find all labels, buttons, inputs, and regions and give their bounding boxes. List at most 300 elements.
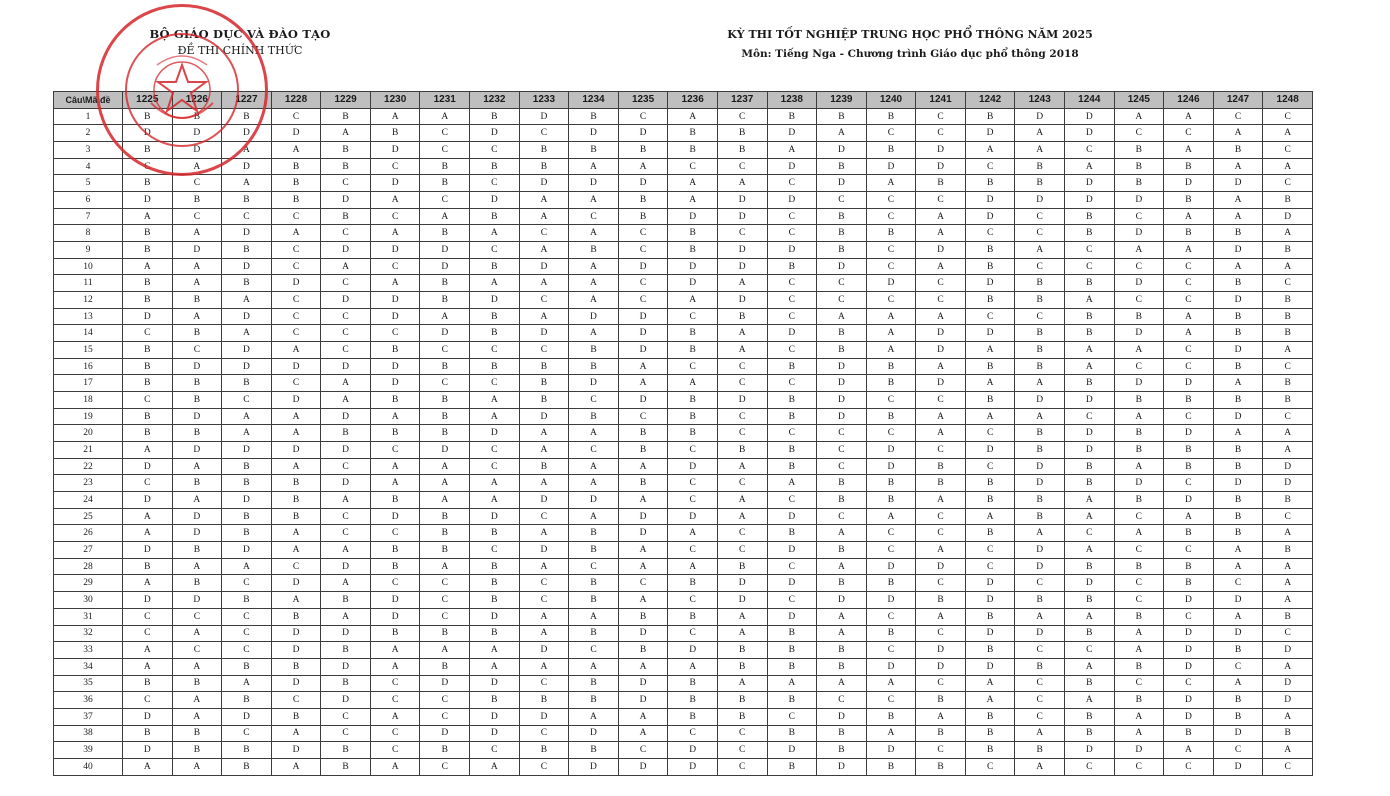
- answer-cell: A: [420, 558, 470, 575]
- table-row: [54, 542, 1313, 559]
- answer-cell: A: [519, 475, 569, 492]
- answer-cell: B: [1213, 225, 1263, 242]
- answer-cell: B: [817, 158, 867, 175]
- answer-cell: B: [817, 642, 867, 659]
- answer-cell: C: [271, 292, 321, 309]
- answer-cell: D: [470, 725, 520, 742]
- answer-cell: B: [172, 375, 222, 392]
- answer-cell: D: [866, 658, 916, 675]
- answer-cell: D: [1213, 292, 1263, 309]
- answer-cell: B: [420, 525, 470, 542]
- answer-cell: A: [916, 258, 966, 275]
- answer-cell: C: [1114, 675, 1164, 692]
- answer-cell: C: [123, 692, 173, 709]
- answer-cell: B: [668, 675, 718, 692]
- answer-cell: D: [1213, 475, 1263, 492]
- answer-cell: B: [569, 542, 619, 559]
- answer-cell: C: [519, 592, 569, 609]
- answer-cell: A: [172, 658, 222, 675]
- answer-cell: B: [569, 675, 619, 692]
- answer-cell: C: [519, 225, 569, 242]
- answer-cell: C: [817, 192, 867, 209]
- answer-cell: B: [965, 642, 1015, 659]
- answer-cell: A: [866, 342, 916, 359]
- answer-cell: C: [916, 392, 966, 409]
- answer-cell: C: [1015, 642, 1065, 659]
- answer-cell: D: [717, 575, 767, 592]
- answer-cell: B: [470, 325, 520, 342]
- answer-cell: B: [767, 392, 817, 409]
- answer-cell: B: [965, 492, 1015, 509]
- code-header: 1241: [916, 92, 966, 109]
- answer-cell: C: [1164, 758, 1214, 775]
- answer-cell: D: [1015, 192, 1065, 209]
- answer-cell: B: [321, 675, 371, 692]
- answer-cell: B: [271, 608, 321, 625]
- answer-cell: B: [370, 392, 420, 409]
- answer-cell: A: [817, 308, 867, 325]
- answer-cell: C: [321, 342, 371, 359]
- answer-cell: B: [717, 658, 767, 675]
- answer-cell: A: [618, 708, 668, 725]
- answer-cell: B: [123, 358, 173, 375]
- answer-cell: A: [1164, 208, 1214, 225]
- answer-cell: D: [470, 292, 520, 309]
- answer-cell: C: [916, 675, 966, 692]
- answer-cell: B: [618, 642, 668, 659]
- answer-cell: C: [717, 225, 767, 242]
- answer-cell: B: [817, 492, 867, 509]
- answer-cell: A: [470, 492, 520, 509]
- answer-cell: D: [370, 308, 420, 325]
- answer-cell: D: [965, 325, 1015, 342]
- answer-cell: D: [321, 242, 371, 259]
- answer-cell: C: [519, 342, 569, 359]
- answer-cell: A: [470, 392, 520, 409]
- answer-cell: B: [1015, 592, 1065, 609]
- answer-cell: D: [321, 475, 371, 492]
- answer-cell: A: [916, 308, 966, 325]
- answer-cell: B: [668, 692, 718, 709]
- answer-cell: B: [965, 242, 1015, 259]
- answer-cell: D: [1213, 175, 1263, 192]
- answer-cell: B: [569, 408, 619, 425]
- answer-cell: B: [817, 575, 867, 592]
- answer-cell: D: [321, 358, 371, 375]
- question-number: 27: [54, 542, 123, 559]
- answer-cell: A: [618, 592, 668, 609]
- table-row: [54, 625, 1313, 642]
- answer-cell: D: [1164, 658, 1214, 675]
- question-number: 20: [54, 425, 123, 442]
- answer-cell: A: [1213, 208, 1263, 225]
- answer-cell: B: [470, 358, 520, 375]
- answer-cell: D: [1164, 708, 1214, 725]
- answer-cell: B: [817, 725, 867, 742]
- answer-cell: B: [123, 725, 173, 742]
- answer-cell: B: [172, 325, 222, 342]
- code-header: 1232: [470, 92, 520, 109]
- answer-cell: A: [618, 658, 668, 675]
- answer-cell: D: [569, 758, 619, 775]
- answer-cell: B: [618, 208, 668, 225]
- answer-cell: C: [717, 375, 767, 392]
- table-row: [54, 158, 1313, 175]
- answer-cell: A: [817, 625, 867, 642]
- answer-cell: B: [717, 708, 767, 725]
- answer-cell: C: [569, 642, 619, 659]
- answer-cell: B: [866, 108, 916, 125]
- answer-cell: C: [123, 608, 173, 625]
- answer-cell: B: [420, 508, 470, 525]
- table-row: [54, 258, 1313, 275]
- answer-cell: D: [222, 158, 272, 175]
- answer-cell: D: [965, 658, 1015, 675]
- question-number: 35: [54, 675, 123, 692]
- answer-cell: D: [817, 758, 867, 775]
- answer-cell: D: [668, 208, 718, 225]
- answer-cell: A: [569, 708, 619, 725]
- exam-subject: Môn: Tiếng Nga - Chương trình Giáo dục phổ thông 2018: [741, 48, 1079, 60]
- answer-cell: D: [916, 158, 966, 175]
- answer-cell: A: [519, 308, 569, 325]
- answer-cell: A: [519, 658, 569, 675]
- answer-cell: B: [1064, 225, 1114, 242]
- answer-cell: C: [321, 525, 371, 542]
- table-row: [54, 475, 1313, 492]
- answer-cell: A: [271, 525, 321, 542]
- answer-cell: C: [123, 325, 173, 342]
- answer-cell: D: [618, 175, 668, 192]
- question-number: 25: [54, 508, 123, 525]
- answer-cell: B: [1015, 292, 1065, 309]
- answer-cell: B: [123, 142, 173, 159]
- answer-cell: B: [1213, 525, 1263, 542]
- answer-cell: A: [470, 658, 520, 675]
- answer-cell: A: [717, 625, 767, 642]
- answer-cell: D: [123, 542, 173, 559]
- answer-cell: B: [271, 708, 321, 725]
- answer-cell: A: [1064, 342, 1114, 359]
- answer-cell: C: [668, 358, 718, 375]
- answer-cell: B: [1015, 425, 1065, 442]
- answer-cell: A: [172, 458, 222, 475]
- answer-cell: B: [1064, 725, 1114, 742]
- answer-cell: C: [222, 392, 272, 409]
- answer-cell: C: [420, 575, 470, 592]
- question-number: 23: [54, 475, 123, 492]
- answer-cell: D: [172, 358, 222, 375]
- answer-cell: D: [1213, 592, 1263, 609]
- answer-cell: A: [370, 708, 420, 725]
- answer-cell: B: [817, 342, 867, 359]
- question-number: 38: [54, 725, 123, 742]
- answer-cell: D: [123, 492, 173, 509]
- answer-cell: B: [1213, 358, 1263, 375]
- answer-cell: B: [172, 575, 222, 592]
- answer-cell: C: [519, 675, 569, 692]
- answer-cell: D: [767, 325, 817, 342]
- table-row: [54, 142, 1313, 159]
- answer-cell: B: [172, 742, 222, 759]
- answer-cell: A: [717, 508, 767, 525]
- answer-cell: A: [916, 358, 966, 375]
- answer-cell: B: [1164, 158, 1214, 175]
- answer-cell: D: [1164, 425, 1214, 442]
- answer-cell: B: [470, 308, 520, 325]
- answer-cell: C: [1164, 125, 1214, 142]
- answer-cell: C: [420, 692, 470, 709]
- answer-cell: A: [618, 358, 668, 375]
- answer-cell: A: [1213, 125, 1263, 142]
- answer-cell: B: [767, 642, 817, 659]
- answer-cell: A: [668, 292, 718, 309]
- answer-cell: B: [618, 608, 668, 625]
- answer-cell: C: [1114, 258, 1164, 275]
- answer-cell: D: [866, 592, 916, 609]
- answer-cell: C: [321, 275, 371, 292]
- table-row: [54, 758, 1313, 775]
- table-row: [54, 125, 1313, 142]
- answer-cell: C: [271, 308, 321, 325]
- answer-cell: B: [1213, 308, 1263, 325]
- answer-cell: D: [222, 308, 272, 325]
- answer-cell: D: [222, 342, 272, 359]
- answer-cell: B: [1064, 592, 1114, 609]
- answer-cell: B: [1015, 442, 1065, 459]
- answer-cell: B: [123, 108, 173, 125]
- answer-cell: B: [569, 625, 619, 642]
- answer-cell: D: [222, 225, 272, 242]
- answer-cell: C: [1114, 758, 1164, 775]
- answer-cell: A: [321, 542, 371, 559]
- answer-cell: D: [271, 442, 321, 459]
- answer-cell: A: [519, 192, 569, 209]
- answer-cell: B: [866, 758, 916, 775]
- answer-cell: D: [965, 208, 1015, 225]
- answer-cell: B: [717, 442, 767, 459]
- answer-cell: B: [222, 508, 272, 525]
- answer-cell: B: [965, 108, 1015, 125]
- answer-cell: B: [1015, 325, 1065, 342]
- answer-cell: D: [271, 125, 321, 142]
- answer-cell: C: [767, 275, 817, 292]
- answer-cell: B: [420, 175, 470, 192]
- answer-cell: A: [321, 125, 371, 142]
- answer-cell: D: [668, 275, 718, 292]
- answer-cell: A: [569, 275, 619, 292]
- answer-cell: C: [916, 625, 966, 642]
- answer-cell: D: [222, 442, 272, 459]
- code-header: 1240: [866, 92, 916, 109]
- answer-cell: B: [1263, 608, 1313, 625]
- answer-cell: B: [1064, 208, 1114, 225]
- answer-cell: B: [1213, 392, 1263, 409]
- answer-cell: A: [817, 525, 867, 542]
- question-number: 39: [54, 742, 123, 759]
- answer-cell: B: [866, 225, 916, 242]
- answer-cell: D: [916, 642, 966, 659]
- answer-cell: B: [866, 358, 916, 375]
- answer-cell: C: [1114, 575, 1164, 592]
- answer-cell: A: [1213, 608, 1263, 625]
- answer-cell: A: [668, 175, 718, 192]
- answer-cell: B: [222, 458, 272, 475]
- answer-cell: B: [470, 525, 520, 542]
- code-header: 1229: [321, 92, 371, 109]
- code-header: 1238: [767, 92, 817, 109]
- answer-cell: A: [172, 692, 222, 709]
- answer-cell: A: [321, 608, 371, 625]
- answer-cell: D: [817, 408, 867, 425]
- answer-cell: B: [569, 242, 619, 259]
- answer-cell: D: [321, 192, 371, 209]
- answer-cell: A: [123, 208, 173, 225]
- answer-cell: B: [965, 392, 1015, 409]
- answer-cell: C: [1164, 542, 1214, 559]
- answer-cell: B: [123, 275, 173, 292]
- answer-cell: D: [767, 125, 817, 142]
- answer-cell: A: [271, 142, 321, 159]
- answer-cell: B: [767, 108, 817, 125]
- table-row: [54, 658, 1313, 675]
- question-number: 40: [54, 758, 123, 775]
- answer-cell: C: [222, 608, 272, 625]
- answer-cell: A: [717, 275, 767, 292]
- answer-cell: C: [668, 442, 718, 459]
- answer-cell: D: [519, 642, 569, 659]
- answer-cell: D: [123, 125, 173, 142]
- question-number: 29: [54, 575, 123, 592]
- answer-cell: C: [668, 592, 718, 609]
- question-number: 3: [54, 142, 123, 159]
- answer-cell: A: [569, 258, 619, 275]
- answer-cell: B: [1263, 308, 1313, 325]
- answer-cell: A: [370, 475, 420, 492]
- answer-cell: D: [172, 142, 222, 159]
- answer-cell: B: [668, 608, 718, 625]
- answer-cell: D: [222, 542, 272, 559]
- answer-cell: C: [916, 275, 966, 292]
- answer-cell: A: [1263, 708, 1313, 725]
- answer-cell: B: [370, 625, 420, 642]
- answer-cell: D: [618, 525, 668, 542]
- answer-cell: C: [569, 558, 619, 575]
- answer-cell: A: [123, 508, 173, 525]
- answer-cell: D: [916, 242, 966, 259]
- answer-cell: B: [767, 692, 817, 709]
- answer-cell: A: [965, 692, 1015, 709]
- answer-cell: D: [817, 175, 867, 192]
- answer-cell: D: [767, 508, 817, 525]
- answer-cell: B: [1114, 492, 1164, 509]
- answer-cell: A: [965, 375, 1015, 392]
- answer-cell: A: [172, 158, 222, 175]
- answer-cell: C: [668, 725, 718, 742]
- answer-cell: B: [668, 575, 718, 592]
- answer-cell: A: [618, 542, 668, 559]
- answer-cell: B: [1064, 375, 1114, 392]
- answer-cell: D: [519, 175, 569, 192]
- code-header: 1234: [569, 92, 619, 109]
- answer-cell: D: [1015, 475, 1065, 492]
- answer-cell: C: [817, 292, 867, 309]
- answer-cell: A: [767, 142, 817, 159]
- table-row: [54, 108, 1313, 125]
- answer-cell: D: [519, 542, 569, 559]
- answer-cell: B: [1114, 442, 1164, 459]
- answer-cell: A: [222, 292, 272, 309]
- answer-cell: D: [618, 258, 668, 275]
- answer-cell: A: [271, 592, 321, 609]
- answer-cell: B: [271, 158, 321, 175]
- answer-cell: A: [1015, 525, 1065, 542]
- answer-cell: C: [965, 425, 1015, 442]
- answer-cell: C: [370, 258, 420, 275]
- code-header: 1245: [1114, 92, 1164, 109]
- table-row: [54, 225, 1313, 242]
- answer-cell: B: [1015, 508, 1065, 525]
- answer-cell: D: [470, 425, 520, 442]
- answer-cell: B: [172, 542, 222, 559]
- answer-cell: A: [1064, 658, 1114, 675]
- answer-cell: C: [618, 292, 668, 309]
- answer-cell: A: [668, 375, 718, 392]
- answer-cell: A: [965, 342, 1015, 359]
- answer-cell: A: [321, 575, 371, 592]
- answer-cell: A: [668, 108, 718, 125]
- answer-cell: B: [519, 142, 569, 159]
- answer-cell: D: [470, 125, 520, 142]
- code-header: 1228: [271, 92, 321, 109]
- answer-cell: B: [321, 742, 371, 759]
- answer-cell: B: [866, 375, 916, 392]
- answer-cell: B: [1164, 575, 1214, 592]
- answer-cell: A: [965, 675, 1015, 692]
- answer-cell: D: [321, 442, 371, 459]
- answer-cell: B: [123, 292, 173, 309]
- answer-cell: D: [123, 458, 173, 475]
- answer-cell: C: [1213, 658, 1263, 675]
- answer-cell: C: [172, 642, 222, 659]
- answer-cell: C: [668, 542, 718, 559]
- answer-cell: D: [370, 592, 420, 609]
- answer-cell: C: [817, 692, 867, 709]
- answer-cell: D: [420, 725, 470, 742]
- answer-cell: B: [271, 492, 321, 509]
- answer-cell: C: [222, 642, 272, 659]
- answer-cell: B: [420, 542, 470, 559]
- answer-cell: D: [420, 325, 470, 342]
- answer-cell: B: [569, 142, 619, 159]
- answer-cell: C: [1015, 708, 1065, 725]
- answer-cell: C: [1114, 592, 1164, 609]
- answer-cell: A: [717, 325, 767, 342]
- answer-cell: A: [965, 508, 1015, 525]
- answer-cell: A: [172, 625, 222, 642]
- answer-cell: B: [470, 158, 520, 175]
- answer-cell: C: [370, 325, 420, 342]
- answer-cell: D: [222, 125, 272, 142]
- answer-cell: C: [717, 525, 767, 542]
- answer-cell: B: [767, 525, 817, 542]
- code-header: 1242: [965, 92, 1015, 109]
- table-row: [54, 708, 1313, 725]
- answer-cell: C: [817, 442, 867, 459]
- answer-cell: A: [569, 325, 619, 342]
- answer-cell: D: [866, 742, 916, 759]
- answer-cell: A: [123, 258, 173, 275]
